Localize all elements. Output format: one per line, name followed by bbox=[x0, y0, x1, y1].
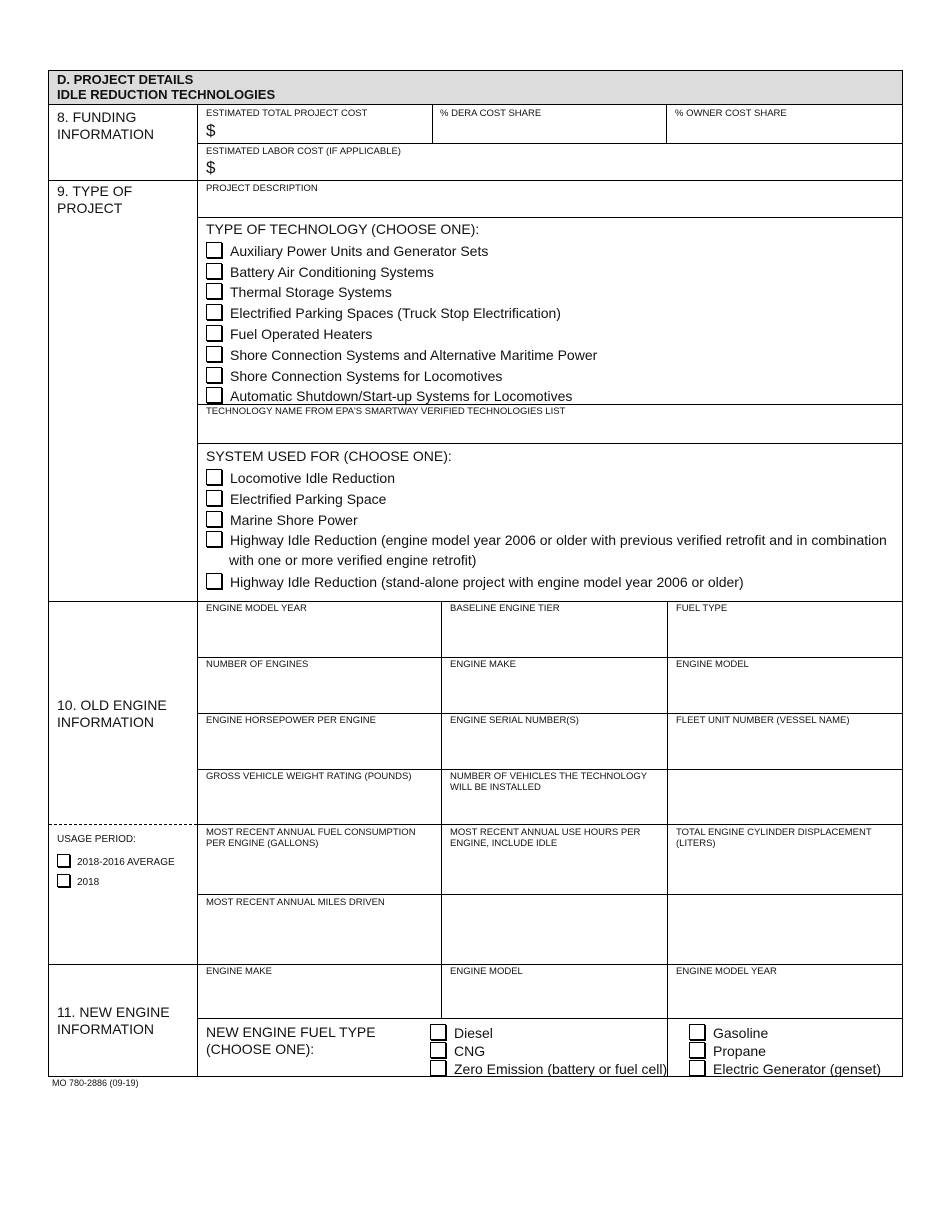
system-option-continued: with one or more verified engine retrofit) bbox=[229, 552, 477, 568]
checkbox-icon[interactable] bbox=[206, 367, 222, 383]
technology-option[interactable]: Auxiliary Power Units and Generator Sets bbox=[206, 242, 488, 259]
new-engine-section-label: 11. NEW ENGINE INFORMATION bbox=[57, 1004, 170, 1037]
technology-option[interactable]: Shore Connection Systems and Alternative Maritime Power bbox=[206, 346, 597, 363]
new-engine-model-label: ENGINE MODEL bbox=[450, 966, 523, 977]
system-heading: SYSTEM USED FOR (CHOOSE ONE): bbox=[206, 448, 452, 464]
technology-option[interactable]: Fuel Operated Heaters bbox=[206, 325, 372, 342]
system-option[interactable]: Marine Shore Power bbox=[206, 511, 358, 528]
checkbox-icon[interactable] bbox=[57, 854, 70, 867]
est-total-cost-label: ESTIMATED TOTAL PROJECT COST bbox=[206, 108, 368, 119]
system-option[interactable]: Locomotive Idle Reduction bbox=[206, 469, 395, 486]
fuel-option-propane[interactable]: Propane bbox=[689, 1042, 766, 1059]
new-engine-make-label: ENGINE MAKE bbox=[206, 966, 272, 977]
displacement-label: TOTAL ENGINE CYLINDER DISPLACEMENT (LITERS) bbox=[676, 827, 872, 849]
checkbox-icon[interactable] bbox=[206, 304, 222, 320]
left-column-divider bbox=[197, 105, 198, 1077]
technology-heading: TYPE OF TECHNOLOGY (CHOOSE ONE): bbox=[206, 221, 480, 237]
fuel-option-cng[interactable]: CNG bbox=[430, 1042, 485, 1059]
technology-option[interactable]: Electrified Parking Spaces (Truck Stop Electrification) bbox=[206, 304, 561, 321]
labor-cost-field[interactable]: $ bbox=[206, 158, 216, 177]
owner-share-field[interactable] bbox=[667, 119, 901, 142]
checkbox-icon[interactable] bbox=[206, 511, 222, 527]
project-details-form bbox=[48, 70, 903, 1077]
usage-option-2018[interactable]: 2018 bbox=[57, 874, 99, 888]
fleet-unit-label: FLEET UNIT NUMBER (VESSEL NAME) bbox=[676, 715, 850, 726]
technology-option[interactable]: Battery Air Conditioning Systems bbox=[206, 263, 434, 280]
checkbox-icon[interactable] bbox=[430, 1024, 446, 1040]
miles-driven-label: MOST RECENT ANNUAL MILES DRIVEN bbox=[206, 897, 385, 908]
checkbox-icon[interactable] bbox=[689, 1024, 705, 1040]
checkbox-icon[interactable] bbox=[430, 1042, 446, 1058]
fuel-option-diesel[interactable]: Diesel bbox=[430, 1024, 493, 1041]
system-option[interactable]: Highway Idle Reduction (engine model year 2006 or older with previous verified retrofit and in combination bbox=[206, 531, 887, 548]
checkbox-icon[interactable] bbox=[206, 490, 222, 506]
owner-share-label: % OWNER COST SHARE bbox=[675, 108, 787, 119]
technology-option[interactable]: Thermal Storage Systems bbox=[206, 283, 392, 300]
system-option[interactable]: Electrified Parking Space bbox=[206, 490, 386, 507]
tech-name-field[interactable] bbox=[198, 418, 901, 442]
project-description-label: PROJECT DESCRIPTION bbox=[206, 183, 318, 194]
use-hours-label: MOST RECENT ANNUAL USE HOURS PER ENGINE, INCLUDE IDLE bbox=[450, 827, 641, 849]
serial-numbers-label: ENGINE SERIAL NUMBER(S) bbox=[450, 715, 579, 726]
technology-option[interactable]: Automatic Shutdown/Start-up Systems for Locomotives bbox=[206, 387, 572, 404]
num-vehicles-label: NUMBER OF VEHICLES THE TECHNOLOGY WILL BE INSTALLED bbox=[450, 771, 648, 793]
usage-period-label: USAGE PERIOD: bbox=[57, 834, 136, 845]
section-subtitle: IDLE REDUCTION TECHNOLOGIES bbox=[57, 87, 276, 102]
gvwr-label: GROSS VEHICLE WEIGHT RATING (POUNDS) bbox=[206, 771, 412, 782]
checkbox-icon[interactable] bbox=[206, 573, 222, 589]
checkbox-icon[interactable] bbox=[206, 346, 222, 362]
project-description-field[interactable] bbox=[198, 195, 901, 217]
system-option[interactable]: Highway Idle Reduction (stand-alone project with engine model year 2006 or older) bbox=[206, 573, 744, 590]
checkbox-icon[interactable] bbox=[689, 1042, 705, 1058]
checkbox-icon[interactable] bbox=[689, 1060, 705, 1076]
new-engine-model-year-label: ENGINE MODEL YEAR bbox=[676, 966, 777, 977]
form-number: MO 780-2886 (09-19) bbox=[52, 1078, 139, 1088]
checkbox-icon[interactable] bbox=[206, 283, 222, 299]
old-engine-section-label: 10. OLD ENGINE INFORMATION bbox=[57, 697, 167, 730]
baseline-tier-label: BASELINE ENGINE TIER bbox=[450, 603, 560, 614]
checkbox-icon[interactable] bbox=[206, 242, 222, 258]
checkbox-icon[interactable] bbox=[206, 263, 222, 279]
checkbox-icon[interactable] bbox=[206, 325, 222, 341]
technology-option[interactable]: Shore Connection Systems for Locomotives bbox=[206, 367, 502, 384]
project-type-section-label: 9. TYPE OF PROJECT bbox=[57, 183, 133, 216]
checkbox-icon[interactable] bbox=[206, 387, 222, 403]
fuel-option-genset[interactable]: Electric Generator (genset) bbox=[689, 1060, 881, 1077]
checkbox-icon[interactable] bbox=[206, 531, 222, 547]
horsepower-label: ENGINE HORSEPOWER PER ENGINE bbox=[206, 715, 376, 726]
usage-option-average[interactable]: 2018-2016 AVERAGE bbox=[57, 854, 175, 868]
engine-make-label: ENGINE MAKE bbox=[450, 659, 516, 670]
engine-model-year-label: ENGINE MODEL YEAR bbox=[206, 603, 307, 614]
engine-model-label: ENGINE MODEL bbox=[676, 659, 749, 670]
section-header bbox=[49, 71, 902, 105]
checkbox-icon[interactable] bbox=[430, 1060, 446, 1076]
checkbox-icon[interactable] bbox=[57, 874, 70, 887]
est-total-cost-field[interactable]: $ bbox=[206, 121, 216, 140]
funding-section-label: 8. FUNDING INFORMATION bbox=[57, 109, 154, 142]
fuel-type-label: FUEL TYPE bbox=[676, 603, 728, 614]
dera-share-label: % DERA COST SHARE bbox=[440, 108, 542, 119]
section-title: D. PROJECT DETAILS bbox=[57, 72, 194, 87]
new-fuel-type-heading: NEW ENGINE FUEL TYPE (CHOOSE ONE): bbox=[206, 1024, 376, 1057]
dera-share-field[interactable] bbox=[433, 119, 665, 142]
labor-cost-label: ESTIMATED LABOR COST (IF APPLICABLE) bbox=[206, 146, 401, 157]
fuel-consumption-label: MOST RECENT ANNUAL FUEL CONSUMPTION PER ENGINE (GALLONS) bbox=[206, 827, 416, 849]
fuel-option-zero-emission[interactable]: Zero Emission (battery or fuel cell) bbox=[430, 1060, 667, 1077]
num-engines-label: NUMBER OF ENGINES bbox=[206, 659, 309, 670]
tech-name-label: TECHNOLOGY NAME FROM EPA'S SMARTWAY VERIFIED TECHNOLOGIES LIST bbox=[206, 406, 566, 417]
fuel-option-gasoline[interactable]: Gasoline bbox=[689, 1024, 768, 1041]
checkbox-icon[interactable] bbox=[206, 469, 222, 485]
